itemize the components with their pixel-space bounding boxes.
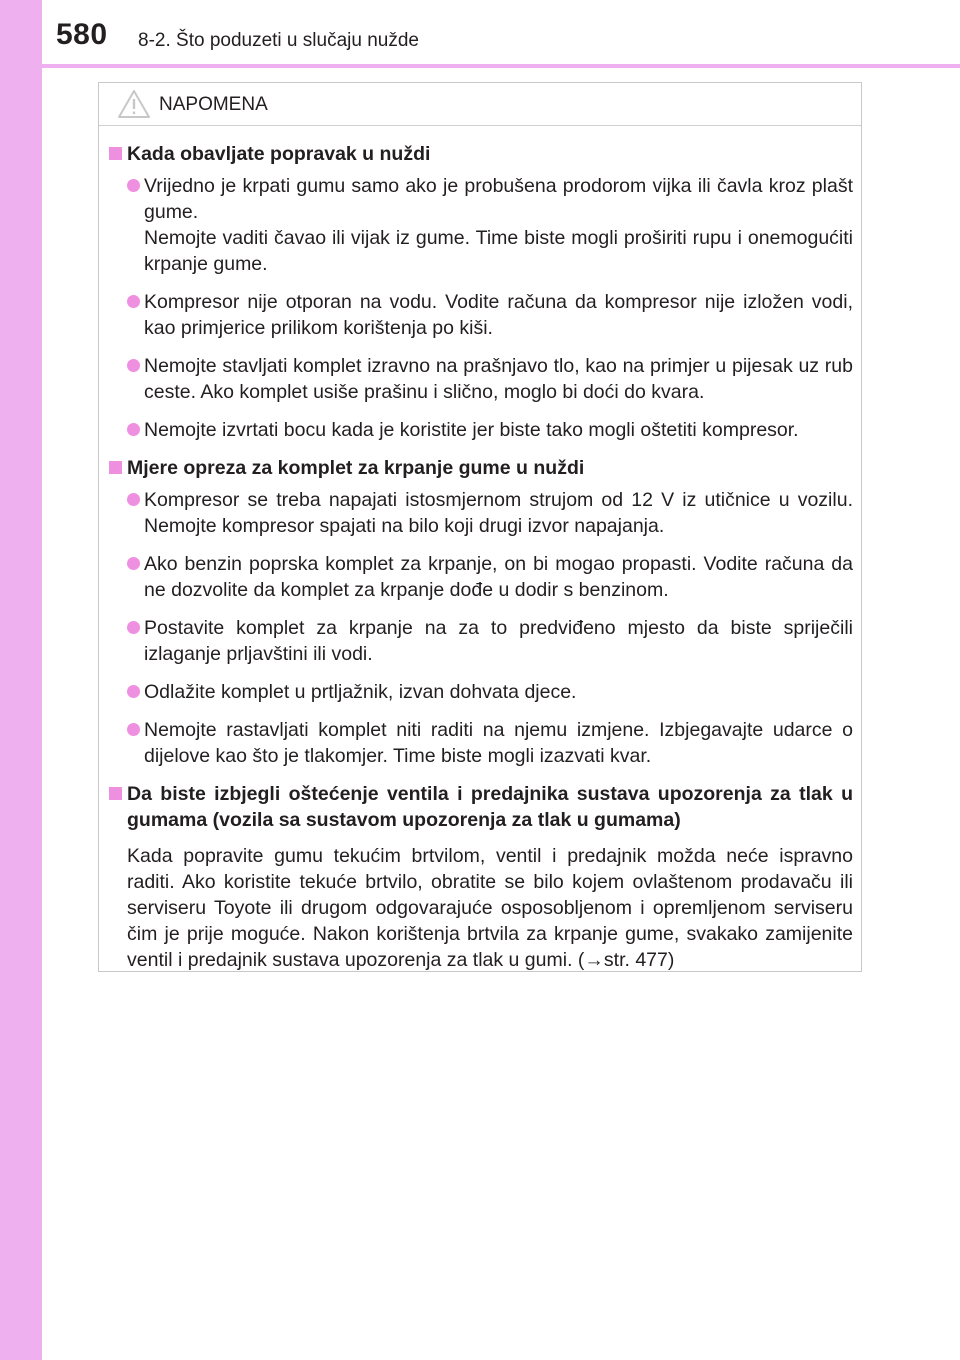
circle-bullet-icon: [127, 685, 140, 698]
notice-content: [107, 141, 853, 979]
list-item: [107, 353, 853, 405]
list-item: [107, 551, 853, 603]
paragraph-text: Kada popravite gumu tekućim brtvilom, ventil i predajnik možda neće ispravno raditi. Ako koristite tekuće brtvilo, obratite se bilo kojem ovlaštenom prodavaču ili serviseru Toyote ili drugom odgovarajuće osposobljenom i opremljenom serviseru čim je prije moguće. Nakon korištenja brtvila za krpanje gume, svakako zamijenite ventil i predajnik sustava upozorenja za tlak u gumi. (→str. 477): [127, 845, 853, 971]
list-item-text: Nemojte stavljati komplet izravno na prašnjavo tlo, kao na primjer u pijesak uz rub ceste. Ako komplet usiše prašinu i slično, moglo bi doći do kvara.: [144, 355, 853, 403]
square-bullet-icon: [109, 461, 122, 474]
list-item-text: Nemojte vaditi čavao ili vijak iz gume. Time biste mogli proširiti rupu i onemogućiti krpanje gume.: [144, 227, 853, 275]
list-item-text: Odlažite komplet u prtljažnik, izvan dohvata djece.: [144, 681, 577, 703]
circle-bullet-icon: [127, 359, 140, 372]
section-heading: Mjere opreza za komplet za krpanje gume u nuždi: [107, 455, 853, 481]
list-item-text: Kompresor nije otporan na vodu. Vodite računa da kompresor nije izložen vodi, kao primjerice prilikom korištenja po kiši.: [144, 291, 853, 339]
list-item: [107, 289, 853, 341]
list-item: [107, 615, 853, 667]
header-rule: [42, 64, 960, 68]
page-number: 580: [56, 18, 108, 51]
list-item-text: Nemojte izvrtati bocu kada je koristite jer biste tako mogli oštetiti kompresor.: [144, 419, 799, 441]
section-title: 8-2. Što poduzeti u slučaju nužde: [138, 30, 419, 51]
square-bullet-icon: [109, 147, 122, 160]
side-tab-band: [0, 0, 42, 1360]
header-tab: [0, 0, 42, 64]
list-item-text: Ako benzin poprska komplet za krpanje, on bi mogao propasti. Vodite računa da ne dozvolite da komplet za krpanje dođe u dodir s benzinom.: [144, 553, 853, 601]
notice-box: [98, 82, 862, 972]
notice-title: NAPOMENA: [159, 94, 268, 115]
circle-bullet-icon: [127, 621, 140, 634]
list-item-text: Postavite komplet za krpanje na za to predviđeno mjesto da biste spriječili izlaganje prljavštini ili vodi.: [144, 617, 853, 665]
list-item: [107, 417, 853, 443]
list-item-text: Vrijedno je krpati gumu samo ako je probušena prodorom vijka ili čavla kroz plašt gume.: [144, 175, 853, 223]
section-heading: Da biste izbjegli oštećenje ventila i predajnika sustava upozorenja za tlak u gumama (vozila sa sustavom upozorenja za tlak u gumama): [107, 781, 853, 833]
square-bullet-icon: [109, 787, 122, 800]
section-heading: Kada obavljate popravak u nuždi: [107, 141, 853, 167]
list-item-text: Nemojte rastavljati komplet niti raditi na njemu izmjene. Izbjegavajte udarce o dijelove kao što je tlakomjer. Time biste mogli izazvati kvar.: [144, 719, 853, 767]
list-item-text: Kompresor se treba napajati istosmjernom strujom od 12 V iz utičnice u vozilu. Nemojte kompresor spajati na bilo koji drugi izvor napajanja.: [144, 489, 853, 537]
warning-triangle-icon: [117, 89, 151, 119]
section-emergency-repair: [107, 141, 853, 443]
page-header: [0, 0, 960, 64]
section-paragraph: [107, 843, 853, 973]
list-item: [107, 173, 853, 277]
section-tpms-damage: [107, 781, 853, 973]
list-item: [107, 679, 853, 705]
circle-bullet-icon: [127, 423, 140, 436]
notice-header: [99, 83, 861, 126]
circle-bullet-icon: [127, 723, 140, 736]
list-item: [107, 487, 853, 539]
circle-bullet-icon: [127, 295, 140, 308]
circle-bullet-icon: [127, 557, 140, 570]
circle-bullet-icon: [127, 179, 140, 192]
circle-bullet-icon: [127, 493, 140, 506]
section-kit-precautions: [107, 455, 853, 769]
list-item: [107, 717, 853, 769]
